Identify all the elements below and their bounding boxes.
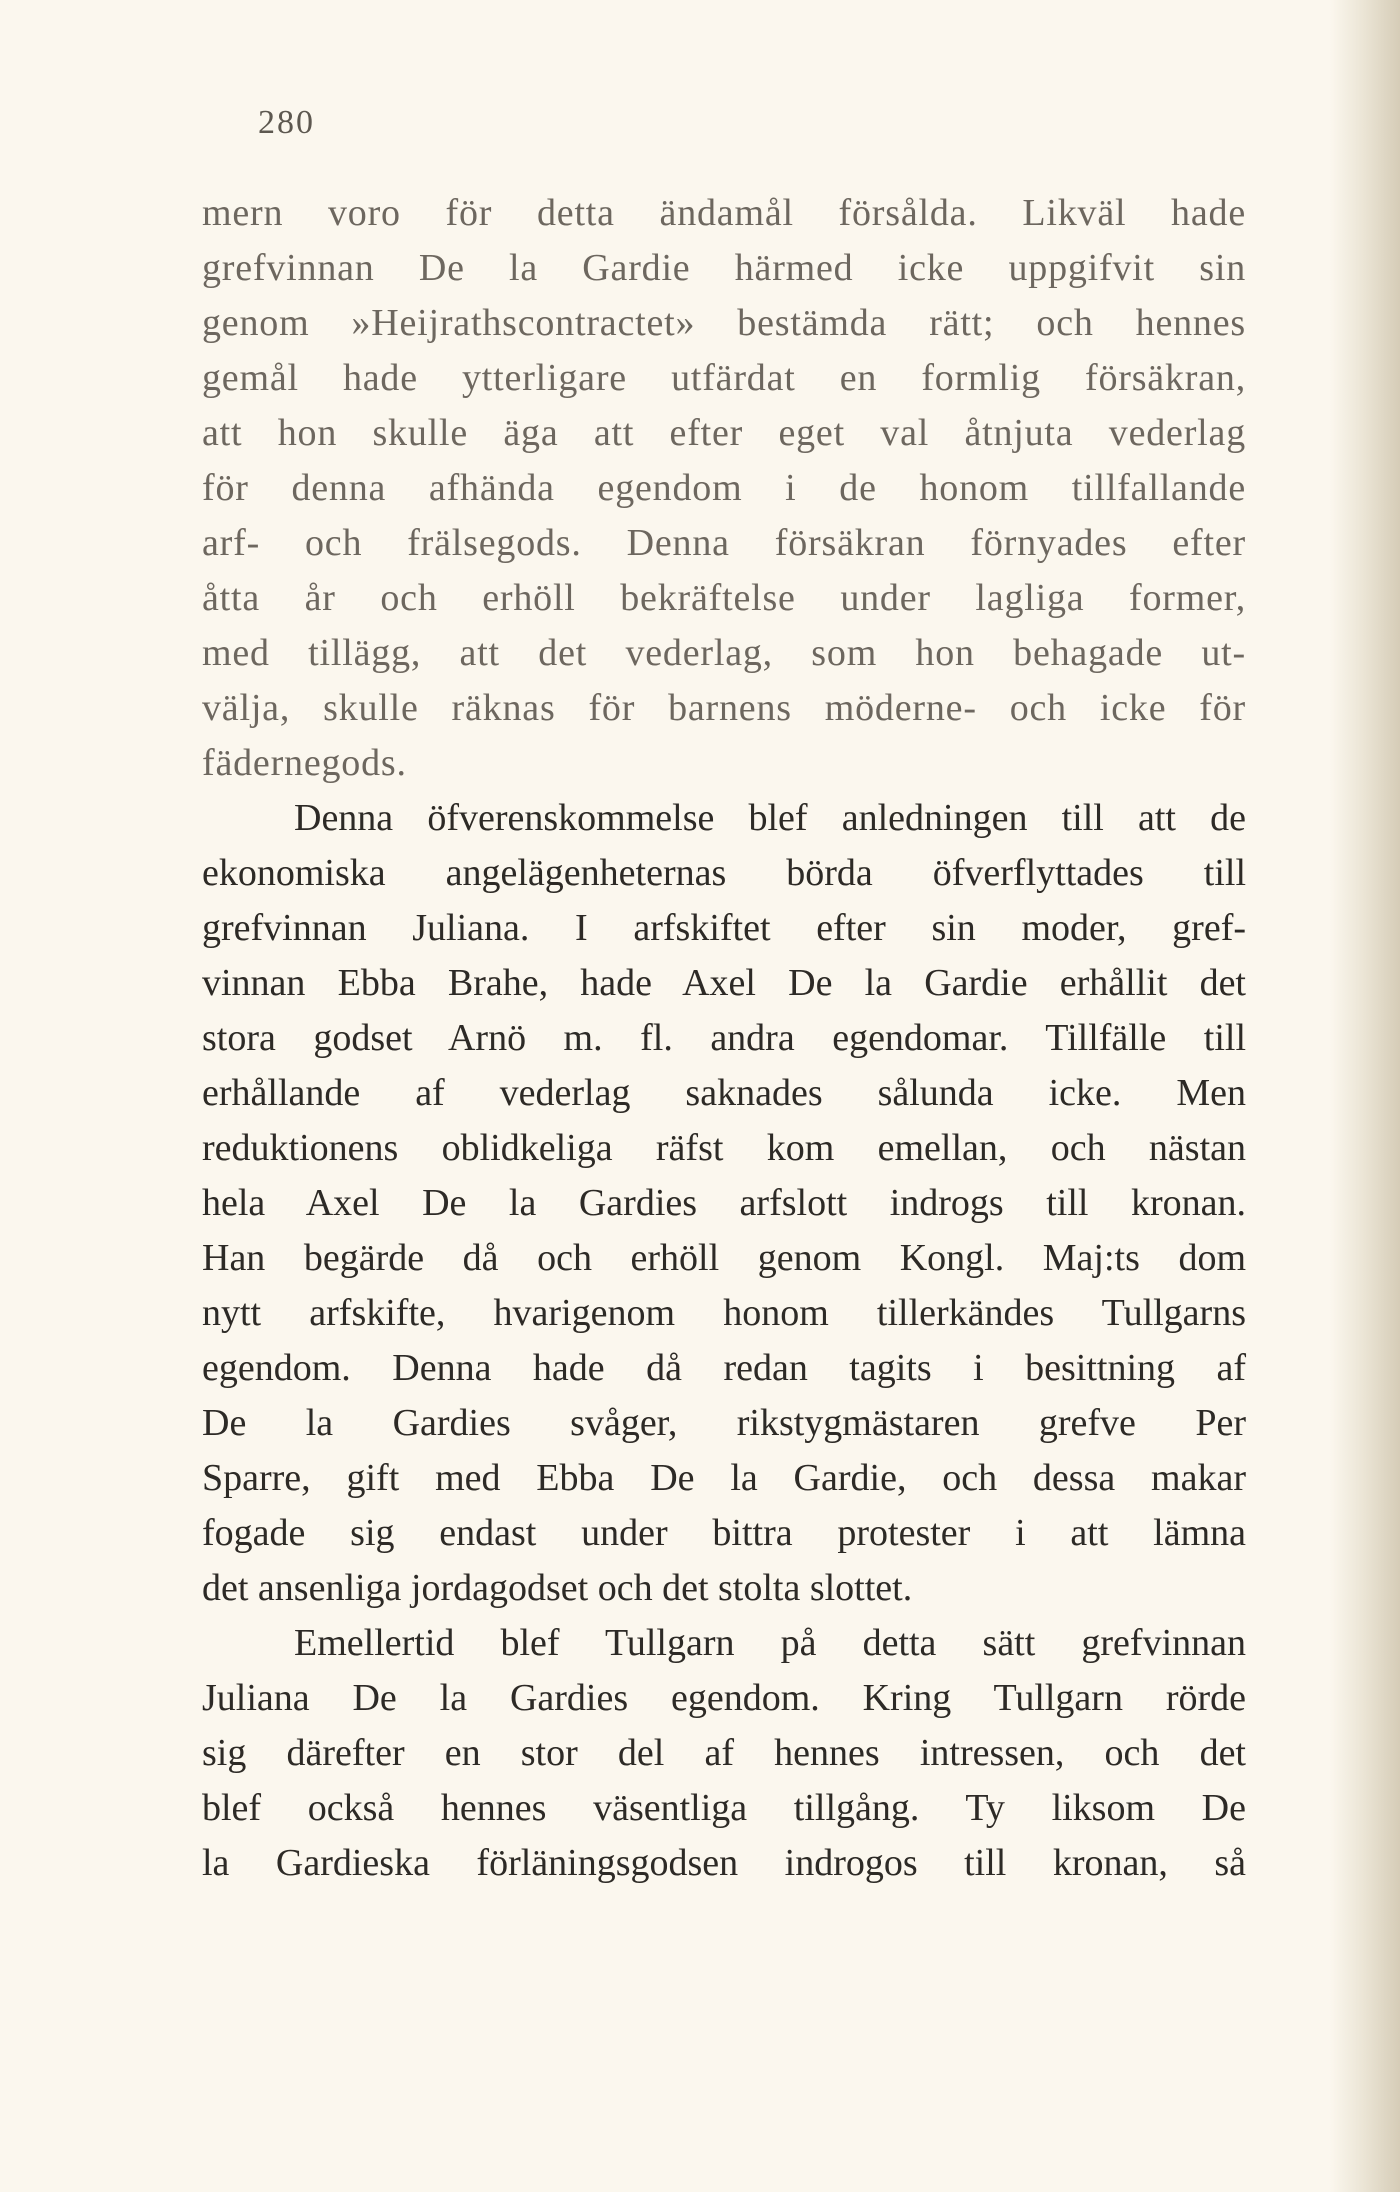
text-line: Juliana De la Gardies egendom. Kring Tullgarn rörde	[202, 1677, 1246, 1719]
book-text	[202, 186, 1246, 1891]
text-line: Han begärde då och erhöll genom Kongl. Maj:ts dom	[202, 1237, 1246, 1279]
paragraph-continued	[202, 186, 1246, 791]
text-line: fogade sig endast under bittra protester i att lämna	[202, 1512, 1246, 1554]
text-line: åtta år och erhöll bekräftelse under lagliga former,	[202, 577, 1246, 619]
text-line: grefvinnan De la Gardie härmed icke uppgifvit sin	[202, 247, 1246, 289]
text-line: genom »Heijrathscontractet» bestämda rätt; och hennes	[202, 302, 1246, 344]
text-line: Sparre, gift med Ebba De la Gardie, och dessa makar	[202, 1457, 1246, 1499]
text-line: Denna öfverenskommelse blef anledningen till att de	[294, 797, 1246, 839]
text-line: välja, skulle räknas för barnens möderne- och icke för	[202, 687, 1246, 729]
text-line: ekonomiska angelägenheternas börda öfverflyttades till	[202, 852, 1246, 894]
page-edge-shadow	[1330, 0, 1400, 2192]
text-line: med tillägg, att det vederlag, som hon behagade ut-	[202, 632, 1246, 674]
text-line: arf- och frälsegods. Denna försäkran förnyades efter	[202, 522, 1246, 564]
text-line: att hon skulle äga att efter eget val åtnjuta vederlag	[202, 412, 1246, 454]
text-line: stora godset Arnö m. fl. andra egendomar. Tillfälle till	[202, 1017, 1246, 1059]
text-line: grefvinnan Juliana. I arfskiftet efter sin moder, gref-	[202, 907, 1246, 949]
text-line: Emellertid blef Tullgarn på detta sätt grefvinnan	[294, 1622, 1246, 1664]
text-line: det ansenliga jordagodset och det stolta slottet.	[202, 1567, 913, 1609]
text-line: hela Axel De la Gardies arfslott indrogs till kronan.	[202, 1182, 1246, 1224]
text-line: reduktionens oblidkeliga räfst kom emellan, och nästan	[202, 1127, 1246, 1169]
text-line: sig därefter en stor del af hennes intressen, och det	[202, 1732, 1246, 1774]
text-line: la Gardieska förläningsgodsen indrogos till kronan, så	[202, 1842, 1246, 1884]
text-line: blef också hennes väsentliga tillgång. Ty liksom De	[202, 1787, 1246, 1829]
text-line: fädernegods.	[202, 742, 407, 784]
paragraph-tullgarn-ownership	[202, 1616, 1246, 1891]
page-number: 280	[258, 104, 315, 141]
text-line: nytt arfskifte, hvarigenom honom tillerkändes Tullgarns	[202, 1292, 1246, 1334]
text-line: för denna afhända egendom i de honom tillfallande	[202, 467, 1246, 509]
text-line: gemål hade ytterligare utfärdat en formlig försäkran,	[202, 357, 1246, 399]
text-line: vinnan Ebba Brahe, hade Axel De la Gardie erhållit det	[202, 962, 1246, 1004]
text-line: De la Gardies svåger, rikstygmästaren grefve Per	[202, 1402, 1246, 1444]
text-line: erhållande af vederlag saknades sålunda icke. Men	[202, 1072, 1246, 1114]
paragraph-tullgarn-inheritance	[202, 791, 1246, 1616]
text-line: egendom. Denna hade då redan tagits i besittning af	[202, 1347, 1246, 1389]
text-line: mern voro för detta ändamål försålda. Likväl hade	[202, 192, 1246, 234]
